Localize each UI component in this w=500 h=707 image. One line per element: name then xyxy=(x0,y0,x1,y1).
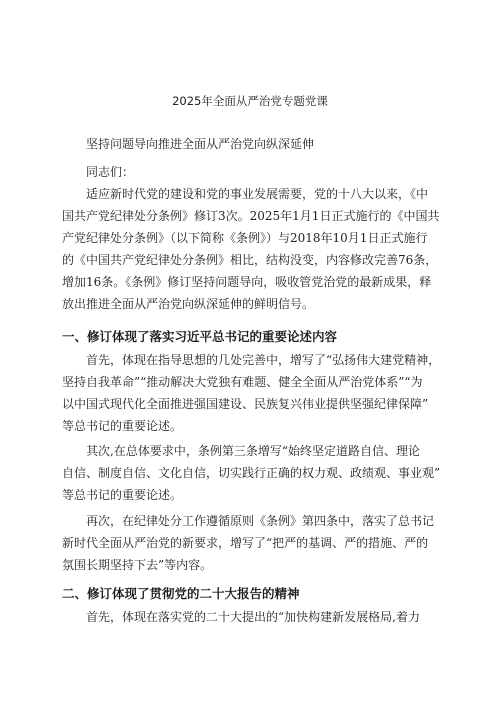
paragraph-line: 首先，体现在落实党的二十大提出的“加快构建新发展格局,着力 xyxy=(86,610,420,624)
paragraph-line: 等总书记的重要论述。 xyxy=(62,488,183,502)
paragraph-line: 放出推进全面从严治党向纵深延伸的鲜明信号。 xyxy=(62,297,315,311)
paragraph-line: 国共产党纪律处分条例》修订3次。2025年1月1日正式施行的《中国共 xyxy=(62,209,440,223)
subtitle-text: 坚持问题导向推进全面从严治党向纵深延伸 xyxy=(86,137,315,151)
paragraph-line: 以中国式现代化全面推进强国建设、民族复兴伟业提供坚强纪律保障” xyxy=(62,397,429,411)
paragraph-line: 坚持自我革命”“推动解决大党独有难题、健全全面从严治党体系”“为 xyxy=(62,375,423,389)
document-subtitle xyxy=(62,133,454,155)
paragraph-line: 产党纪律处分条例》（以下简称《条例》）与2018年10月1日正式施行 xyxy=(62,231,428,245)
salutation xyxy=(62,161,454,183)
paragraph-line: 自信、制度自信、文化自信，切实践行正确的权力观、政绩观、事业观” xyxy=(62,466,441,480)
section-1-paragraph-2 xyxy=(62,440,454,506)
paragraph-line: 其次,在总体要求中，条例第三条增写“始终坚定道路自信、理论 xyxy=(86,444,420,458)
paragraph-line: 首先，体现在指导思想的几处完善中，增写了“弘扬伟大建党精神， xyxy=(86,353,441,367)
paragraph-line: 再次，在纪律处分工作遵循原则《条例》第四条中，落实了总书记 xyxy=(86,514,435,528)
paragraph-line: 氛围长期坚持下去”等内容。 xyxy=(62,558,213,572)
section-heading-2: 二、修订体现了贯彻党的二十大报告的精神 xyxy=(62,586,300,601)
section-1-paragraph-1 xyxy=(62,349,454,437)
paragraph-line: 新时代全面从严治党的新要求，增写了“把严的基调、严的措施、严的 xyxy=(62,536,429,550)
paragraph-line: 适应新时代党的建设和党的事业发展需要，党的十八大以来，《中 xyxy=(86,187,429,201)
document-title: 2025年全面从严治党专题党课 xyxy=(172,94,328,108)
paragraph-line: 等总书记的重要论述。 xyxy=(62,419,183,433)
paragraph-line: 的《中国共产党纪律处分条例》相比，结构没变，内容修改完善76条， xyxy=(62,253,438,267)
section-1-paragraph-3 xyxy=(62,510,454,576)
salutation-text: 同志们： xyxy=(86,165,135,179)
section-2-paragraph-1 xyxy=(62,606,454,628)
section-heading-1: 一、修订体现了落实习近平总书记的重要论述内容 xyxy=(62,329,338,344)
paragraph-line: 增加16条。《条例》修订坚持问题导向，吸收管党治党的最新成果，释 xyxy=(62,275,432,289)
intro-paragraph xyxy=(62,183,454,315)
